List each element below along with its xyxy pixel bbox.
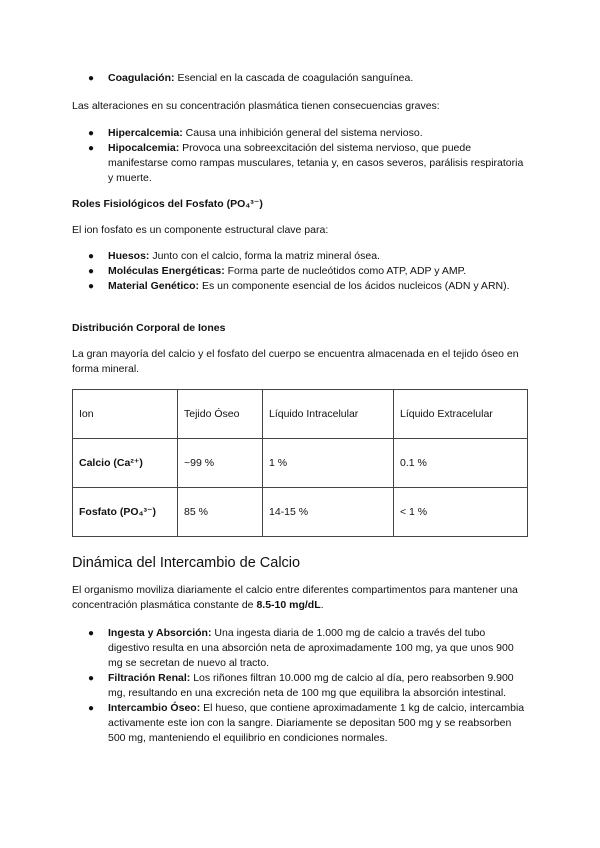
bullet-icon: ● [88,73,95,84]
exchange-list [72,626,528,746]
list-item-text: El hueso, que contiene aproximadamente 1 kg de calcio, intercambia activamente este ion con la sangre. Diariamente se depositan 500 mg y se reabsorben 500 mg, manteniendo el equilibrio en condiciones normales. [108,702,525,744]
table-cell: Fosfato (PO₄³⁻) [73,488,178,537]
section-paragraph-end: . [320,599,324,611]
intro-list [72,71,528,86]
list-item-term: Hipercalcemia: [108,127,183,139]
list-item-term: Hipocalcemia: [108,142,180,154]
phosphate-heading: Roles Fisiológicos del Fosfato (PO₄³⁻) [72,198,263,210]
bullet-icon: ● [88,128,95,139]
list-item-text: Provoca una sobreexcitación del sistema nervioso, que puede manifestarse como rampas musculares, tetania y, en casos severos, parálisis respiratoria y muerte. [108,142,524,184]
table-header-cell: Tejido Óseo [178,390,263,439]
list-item [72,126,528,141]
table-header-cell: Líquido Intracelular [263,390,394,439]
list-item-term: Filtración Renal: [108,672,191,684]
list-item-text: Es un componente esencial de los ácidos nucleicos (ADN y ARN). [201,280,510,292]
bullet-icon: ● [88,628,95,639]
list-item [72,671,528,701]
list-item [72,626,528,671]
alterations-paragraph: Las alteraciones en su concentración plasmática tienen consecuencias graves: [72,100,440,112]
table-cell: ~99 % [178,439,263,488]
list-item-term: Material Genético: [108,280,200,292]
table-cell: 0.1 % [394,439,528,488]
list-item-text: Esencial en la cascada de coagulación sanguínea. [177,72,414,84]
list-item-term: Intercambio Óseo: [108,702,201,714]
list-item [72,141,528,186]
list-item-term: Coagulación: [108,72,175,84]
list-item-term: Ingesta y Absorción: [108,627,212,639]
list-item [72,71,528,86]
bullet-icon: ● [88,673,95,684]
bullet-icon: ● [88,281,95,292]
table-header-cell: Ion [73,390,178,439]
list-item [72,279,528,294]
table-cell: Calcio (Ca²⁺) [73,439,178,488]
section-paragraph-text: El organismo moviliza diariamente el calcio entre diferentes compartimentos para mantener una concentración plasmática constante de [72,584,518,611]
list-item-text: Los riñones filtran 10.000 mg de calcio al día, pero reabsorben 9.900 mg, resultando en una excreción neta de 100 mg que equilibra la absorción intestinal. [108,672,514,699]
table-cell: < 1 % [394,488,528,537]
list-item-text: Causa una inhibición general del sistema nervioso. [185,127,423,139]
bullet-icon: ● [88,266,95,277]
section-paragraph [72,583,532,613]
section-title: Dinámica del Intercambio de Calcio [72,555,301,571]
table-cell: 1 % [263,439,394,488]
list-item [72,264,528,279]
table-header-cell: Líquido Extracelular [394,390,528,439]
list-item-term: Moléculas Energéticas: [108,265,225,277]
ion-distribution-table [72,389,528,537]
list-item [72,701,528,746]
bullet-icon: ● [88,143,95,154]
table-cell: 14-15 % [263,488,394,537]
table-cell: 85 % [178,488,263,537]
list-item-text: Forma parte de nucleótidos como ATP, ADP y AMP. [227,265,467,277]
list-item [72,249,528,264]
section-paragraph-bold: 8.5-10 mg/dL [256,599,321,611]
phosphate-paragraph: El ion fosfato es un componente estructural clave para: [72,224,329,236]
distribution-paragraph: La gran mayoría del calcio y el fosfato del cuerpo se encuentra almacenada en el tejido óseo en forma mineral. [72,348,519,375]
phosphate-list [72,249,528,294]
table-header-row [73,390,528,439]
list-item-text: Una ingesta diaria de 1.000 mg de calcio a través del tubo digestivo resulta en una absorción neta de aproximadamente 100 mg, ya que unos 900 mg se secretan de nuevo al tracto. [108,627,514,669]
list-item-term: Huesos: [108,250,150,262]
table-row [73,488,528,537]
distribution-heading: Distribución Corporal de Iones [72,322,226,334]
bullet-icon: ● [88,251,95,262]
table-row [73,439,528,488]
bullet-icon: ● [88,703,95,714]
alterations-list [72,126,528,186]
list-item-text: Junto con el calcio, forma la matriz mineral ósea. [152,250,380,262]
